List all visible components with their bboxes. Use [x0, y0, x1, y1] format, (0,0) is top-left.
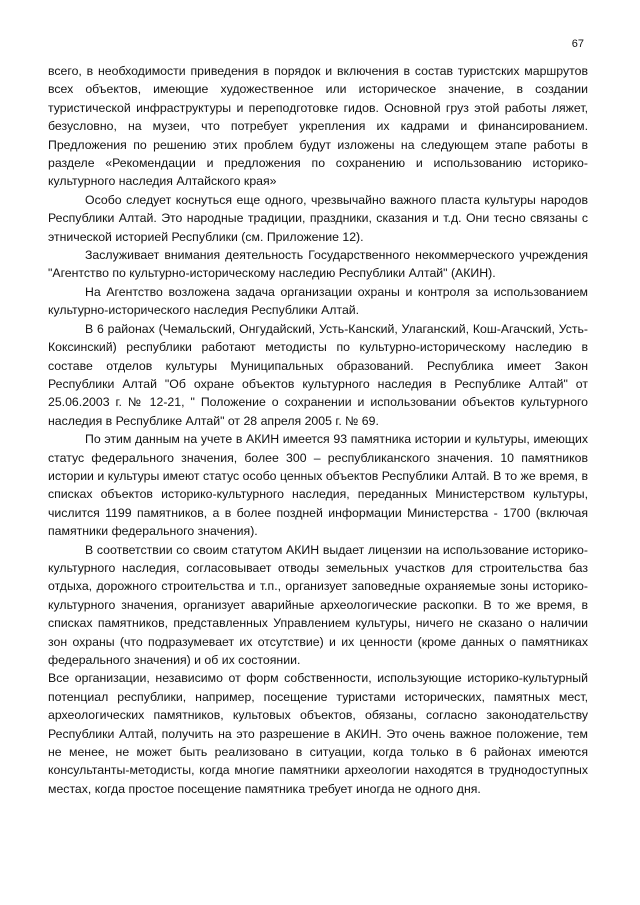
paragraph: В соответствии со своим статутом АКИН выдает лицензии на использование историко-культурного наследия, согласовывает отводы земельных участков для строительства баз отдыха, дорожного строительства и т.п., организует заповедные охраняемые зоны историко-культурного значения, организует аварийные археологические раскопки. В то же время, в списках памятников, представленных Управлением культуры, ничего не сказано о наличии зон охраны (что подразумевает их отсутствие) и их ценности (кроме данных о памятниках федерального значения) и об их состоянии.: [48, 542, 588, 667]
paragraph: По этим данным на учете в АКИН имеется 93 памятника истории и культуры, имеющих статус федерального значения, более 300 – республиканского значения. 10 памятников истории и культуры имеют статус особо ценных объектов Республики Алтай. В то же время, в списках объектов историко-культурного наследия, переданных Министерством культуры, числится 1199 памятников, а в более поздней информации Министерства - 1700 (включая памятники федерального значения).: [48, 432, 588, 539]
paragraph: На Агентство возложена задача организации охраны и контроля за использованием культурно-исторического наследия Республики Алтай.: [48, 284, 588, 318]
paragraph: Заслуживает внимания деятельность Государственного некоммерческого учреждения "Агентство по культурно-историческому наследию Республики Алтай" (АКИН).: [48, 248, 588, 281]
paragraph: всего, в необходимости приведения в порядок и включения в состав туристских маршрутов всех объектов, имеющие художественное или историческое значение, в создании туристической инфраструктуры и переподготовке гидов. Основной груз этой работы ляжет, безусловно, на музеи, что потребует укрепления их кадрами и финансированием. Предложения по решению этих проблем будут изложены на следующем этапе работы в разделе «Рекомендации и предложения по сохранению и использованию историко-культурного наследия Алтайского края»: [48, 64, 588, 189]
paragraph: В 6 районах (Чемальский, Онгудайский, Усть-Канский, Улаганский, Кош-Агачский, Усть-Коксинский) республики работают методисты по культурно-историческому наследию в составе отделов культуры Муниципальных образований. Республика имеет Закон Республики Алтай "Об охране объектов культурного наследия в Республике Алтай" от 25.06.2003 г. № 12-21, " Положение о сохранении и использовании объектов культурного наследия в Республике Алтай" от 28 апреля 2005 г. № 69.: [48, 321, 588, 428]
body-text: [48, 62, 588, 798]
paragraph: Все организации, независимо от форм собственности, использующие историко-культурный потенциал республики, например, посещение туристами исторических, памятных мест, археологических памятников, культовых объектов, обязаны, согласно законодательству Республики Алтай, получить на это разрешение в АКИН. Это очень важное положение, тем не менее, не может быть реализовано в ситуации, когда только в 6 районах имеются консультанты-методисты, когда многие памятники археологии находятся в труднодоступных местах, когда простое посещение памятника требует иногда не одного дня.: [48, 671, 588, 796]
paragraph: Особо следует коснуться еще одного, чрезвычайно важного пласта культуры народов Республики Алтай. Это народные традиции, праздники, сказания и т.д. Они тесно связаны с этнической историей Республики (см. Приложение 12).: [48, 192, 588, 244]
page-number: 67: [571, 38, 584, 50]
